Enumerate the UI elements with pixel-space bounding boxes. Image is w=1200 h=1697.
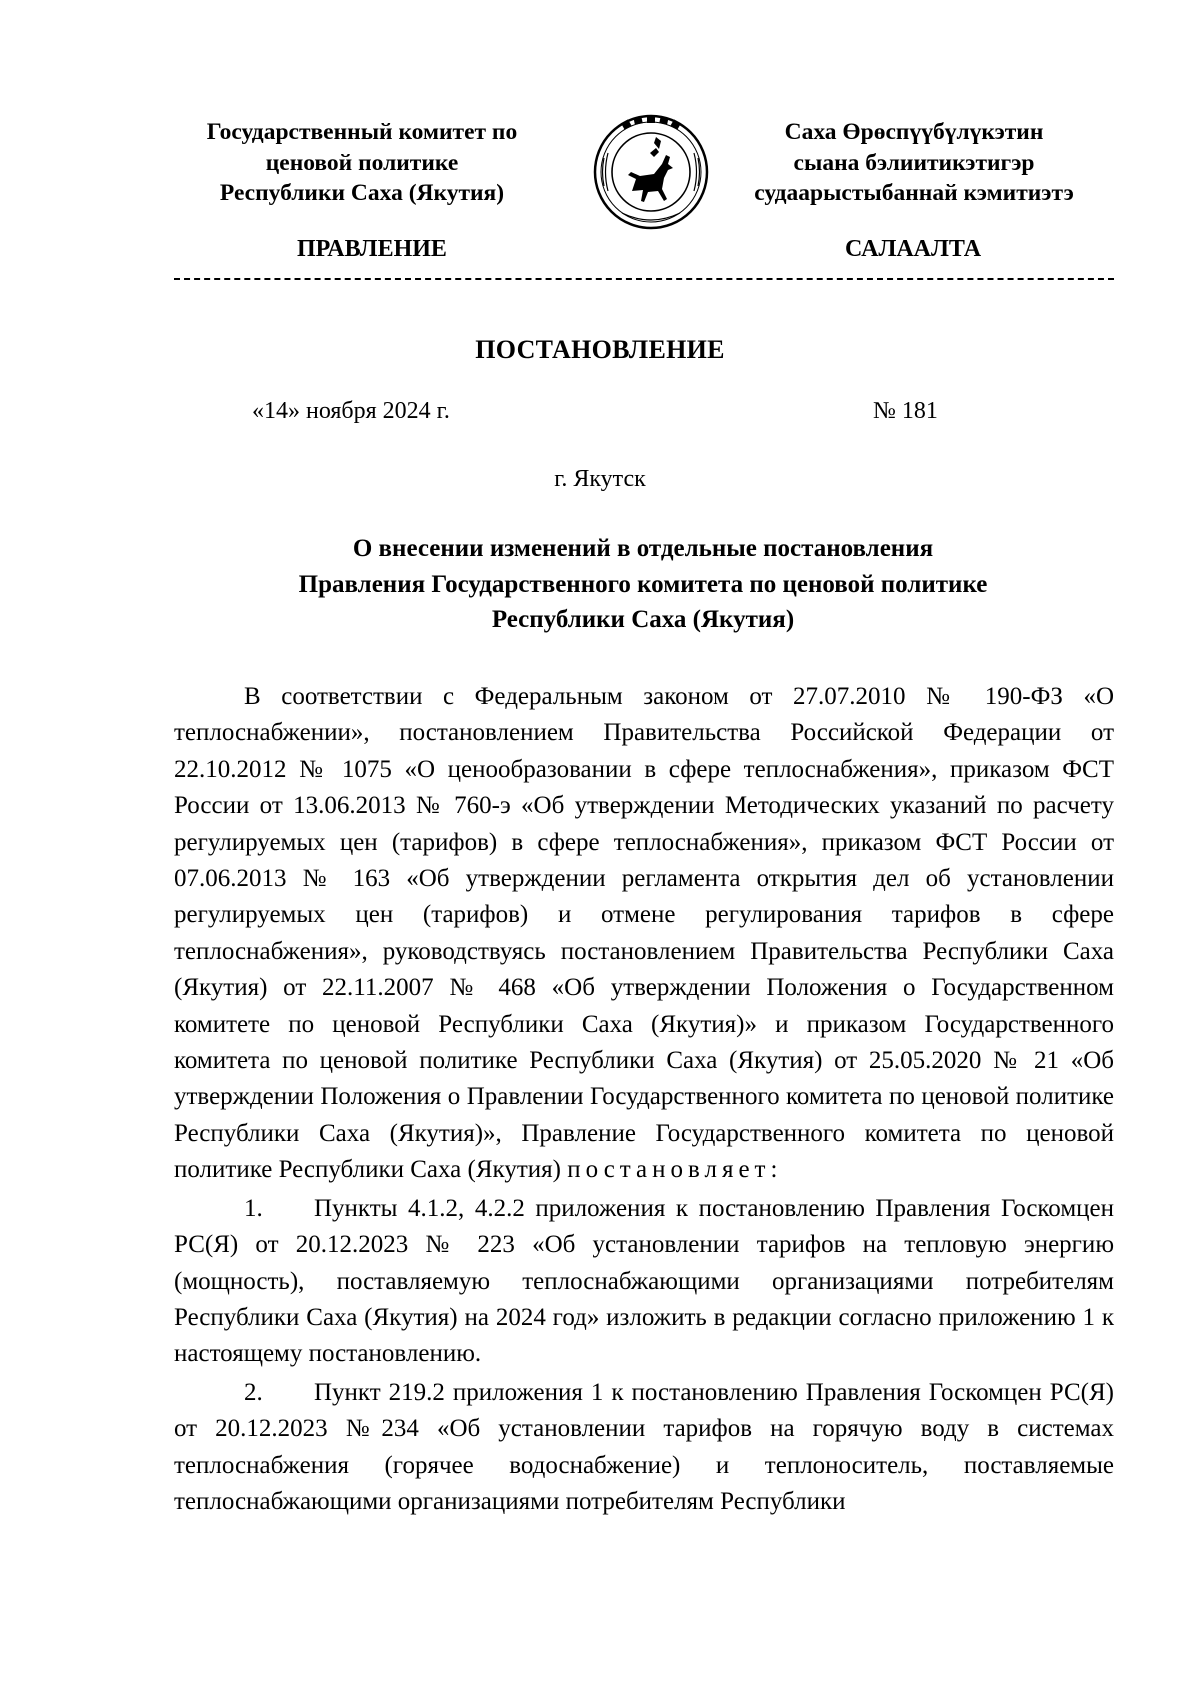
preamble-text: В соответствии с Федеральным законом от 27.07.2010 № 190-ФЗ «О теплоснабжении», постановлением Правительства Российской Федерации от 22.10.2012 № 1075 «О ценообразовании в сфере теплоснабжения», приказом ФСТ России от 13.06.2013 № 760-э «Об утверждении Методических указаний по расчету регулируемых цен (тарифов) в сфере теплоснабжения», приказом ФСТ России от 07.06.2013 № 163 «Об утверждении регламента открытия дел об установлении регулируемых цен (тарифов) и отмене регулирования тарифов в сфере теплоснабжения», руководствуясь постановлением Правительства Республики Саха (Якутия) от 22.11.2007 № 468 «Об утверждении Положения о Государственном комитете по ценовой Республики Саха (Якутия)» и приказом Государственного комитета по ценовой политике Республики Саха (Якутия) от 25.05.2020 № 21 «Об утверждении Положения о Правлении Государственного комитета по ценовой политике Республики Саха (Якутия)», Правление Государственного комитета по ценовой политике Республики Саха (Якутия) — [174, 683, 1114, 1184]
board-label-sakha: САЛААЛТА — [845, 236, 982, 262]
document-title-line: Республики Саха (Якутия) — [491, 606, 795, 633]
item-text: Пункты 4.1.2, 4.2.2 приложения к постановлению Правления Госкомцен РС(Я) от 20.12.2023 № 223 «Об установлении тарифов на тепловую энергию (мощность), поставляемую теплоснабжающими организациями потребителям Республики Саха (Якутия) на 2024 год» изложить в редакции согласно приложению 1 к настоящему постановлению. — [174, 1194, 1114, 1368]
resolves-word: постановляет: — [567, 1156, 783, 1184]
item-number: 1. — [244, 1194, 263, 1222]
sakha-republic-emblem-icon — [592, 113, 710, 231]
resolution-item — [174, 1191, 1114, 1373]
document-city: г. Якутск — [554, 466, 646, 492]
committee-name-line: сыана бэлиитикэтигэр — [793, 149, 1035, 176]
document-title — [172, 531, 1114, 638]
header-divider — [174, 278, 1114, 280]
document-date: «14» ноября 2024 г. — [252, 398, 450, 424]
item-number: 2. — [244, 1378, 263, 1406]
board-label-russian: ПРАВЛЕНИЕ — [297, 236, 447, 262]
preamble-paragraph — [174, 679, 1114, 1189]
document-type: ПОСТАНОВЛЕНИЕ — [475, 335, 725, 364]
document-title-line: Правления Государственного комитета по ценовой политике — [298, 570, 988, 598]
resolution-item — [174, 1375, 1114, 1521]
committee-name-line: Государственный комитет по — [206, 119, 518, 145]
committee-name-line: ценовой политике — [265, 149, 459, 176]
item-text: Пункт 219.2 приложения 1 к постановлению Правления Госкомцен РС(Я) от 20.12.2023 №234 «Об установлении тарифов на горячую воду в системах теплоснабжения (горячее водоснабжение) и теплоноситель, поставляемые теплоснабжающими организациями потребителям Республики — [174, 1378, 1114, 1515]
document-number: № 181 — [873, 398, 938, 424]
document-body — [174, 679, 1114, 1520]
document-title-line: О внесении изменений в отдельные постановления — [352, 535, 934, 562]
committee-name-line: Саха Өрөспүүбүлүкэтин — [784, 119, 1044, 145]
committee-name-line: Республики Саха (Якутия) — [219, 180, 505, 206]
committee-name-russian — [172, 117, 552, 209]
committee-name-line: судаарыстыбаннай кэмитиэтэ — [754, 180, 1074, 206]
committee-name-sakha — [724, 117, 1104, 209]
